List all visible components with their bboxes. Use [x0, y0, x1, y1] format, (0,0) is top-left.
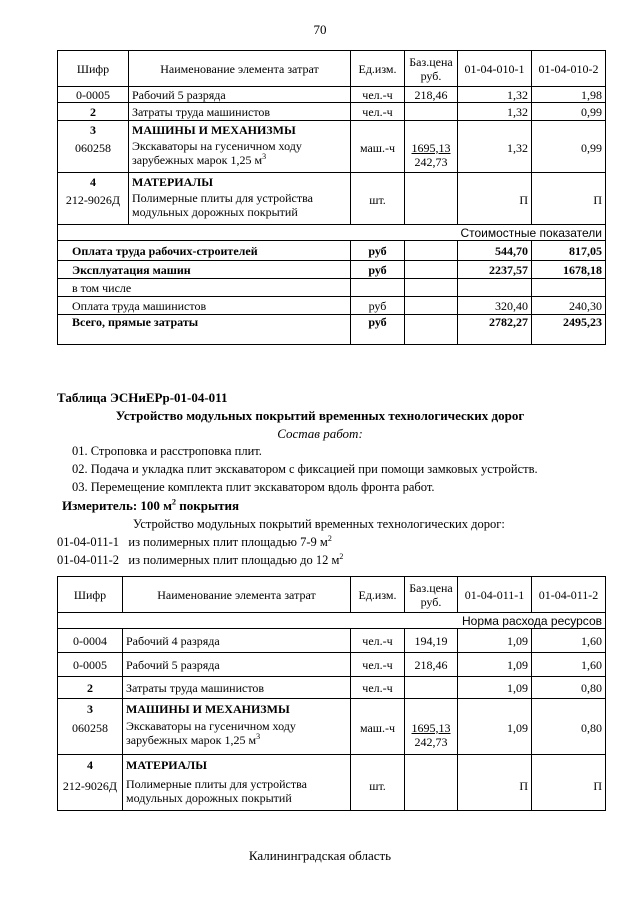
variant-text: из полимерных плит площадью 7-9 м	[128, 535, 328, 549]
cost-value-2: 817,05	[532, 241, 606, 261]
cost-row-total	[58, 315, 606, 345]
cost-row	[58, 261, 606, 279]
table-title: Таблица ЭСНиЕРр-01-04-011	[57, 390, 228, 405]
cell-code: 212-9026Д	[58, 775, 123, 811]
table-row	[58, 103, 606, 121]
price-secondary: 242,73	[414, 734, 448, 749]
cell-value-2: П	[532, 191, 606, 225]
cell-value-2: П	[532, 775, 606, 811]
cell-code: 0-0004	[58, 629, 123, 653]
cell-value-2: 1,60	[532, 629, 606, 653]
cost-unit: руб	[351, 261, 405, 279]
cost-value-1: 2237,57	[458, 261, 532, 279]
table-row	[58, 677, 606, 699]
cell-value-2: 0,80	[532, 719, 606, 755]
cell-unit: чел.-ч	[351, 677, 405, 699]
cell-name: Рабочий 4 разряда	[123, 629, 351, 653]
section-number: 4	[58, 755, 123, 775]
table-row	[58, 775, 606, 811]
table-row	[58, 653, 606, 677]
work-composition-heading: Состав работ:	[277, 426, 363, 441]
cell-name	[129, 139, 351, 173]
cost-name: Оплата труда рабочих-строителей	[58, 241, 351, 261]
machine-name: Экскаваторы на гусеничном ходу зарубежных марок 1,25 м	[126, 718, 296, 747]
section-number: 3	[58, 699, 123, 719]
work-item: 02. Подача и укладка плит экскаватором с фиксацией при помощи замковых устройств.	[72, 462, 538, 476]
header-name: Наименование элемента затрат	[129, 51, 351, 87]
cell-value-1: 1,09	[458, 653, 532, 677]
cost-value-2: 240,30	[532, 297, 606, 315]
cell-code: 0-0005	[58, 87, 129, 103]
section-row-materials	[58, 173, 606, 191]
cell-code: 060258	[58, 719, 123, 755]
cell-value-2: 0,99	[532, 103, 606, 121]
cost-value-2: 1678,18	[532, 261, 606, 279]
cost-row	[58, 241, 606, 261]
section-title: Устройство модульных покрытий временных технологических дорог	[115, 408, 525, 423]
cell-unit: маш.-ч	[351, 139, 405, 173]
cell-unit: чел.-ч	[351, 629, 405, 653]
cell-price: 218,46	[405, 653, 458, 677]
cost-name: в том числе	[58, 279, 351, 297]
cell-value-1: П	[458, 775, 532, 811]
cell-value-1: 1,09	[458, 719, 532, 755]
table-header	[58, 51, 606, 87]
cost-unit: руб	[351, 297, 405, 315]
header-col1: 01-04-010-1	[458, 51, 532, 87]
header-col2: 01-04-011-2	[532, 577, 606, 613]
footer-region: Калининградская область	[248, 848, 392, 863]
cell-value-2: 1,60	[532, 653, 606, 677]
variants-description: Устройство модульных покрытий временных технологических дорог:	[133, 517, 505, 531]
cost-note-row	[58, 225, 606, 241]
cell-price	[405, 139, 458, 173]
cell-code: 0-0005	[58, 653, 123, 677]
cell-unit: шт.	[351, 191, 405, 225]
unit-superscript: 3	[256, 731, 261, 741]
section-row-machines	[58, 699, 606, 719]
section-title: МАТЕРИАЛЫ	[129, 173, 351, 191]
cell-unit: шт.	[351, 775, 405, 811]
header-unit: Ед.изм.	[351, 51, 405, 87]
cost-unit: руб	[351, 315, 405, 345]
cost-unit: руб	[351, 241, 405, 261]
cell-unit: маш.-ч	[351, 719, 405, 755]
table-row	[58, 87, 606, 103]
header-col2: 01-04-010-2	[532, 51, 606, 87]
cell-value-1: П	[458, 191, 532, 225]
measurer	[62, 498, 239, 514]
cost-name: Эксплуатация машин	[58, 261, 351, 279]
cell-price: 218,46	[405, 87, 458, 103]
cost-value-1: 544,70	[458, 241, 532, 261]
cost-value-1: 2782,27	[458, 315, 532, 345]
section-title: МАШИНЫ И МЕХАНИЗМЫ	[129, 121, 351, 139]
cell-value-1: 1,32	[458, 87, 532, 103]
section-row-machines	[58, 121, 606, 139]
cell-name	[123, 719, 351, 755]
header-base-price: Баз.цена руб.	[405, 577, 458, 613]
section-number: 4	[58, 173, 129, 191]
table-header	[58, 577, 606, 613]
page-number: 70	[313, 22, 327, 37]
cell-value-2: 0,80	[532, 677, 606, 699]
cell-value-1: 1,32	[458, 139, 532, 173]
cell-unit: чел.-ч	[351, 653, 405, 677]
header-col1: 01-04-011-1	[458, 577, 532, 613]
variant-row	[57, 553, 343, 568]
cost-row	[58, 279, 606, 297]
header-code: Шифр	[58, 51, 129, 87]
cell-unit: чел.-ч	[351, 103, 405, 121]
cell-name: Затраты труда машинистов	[129, 103, 351, 121]
resource-table-010	[57, 50, 606, 345]
cell-code: 060258	[58, 139, 129, 173]
cell-value-1: 1,32	[458, 103, 532, 121]
cell-value-2: 0,99	[532, 139, 606, 173]
table-row	[58, 629, 606, 653]
cell-value-1: 1,09	[458, 677, 532, 699]
variant-code: 01-04-011-2	[57, 553, 120, 567]
cell-code: 2	[58, 677, 123, 699]
variant-row	[57, 535, 332, 550]
work-item: 03. Перемещение комплекта плит экскаватором вдоль фронта работ.	[72, 480, 435, 494]
table-row	[58, 191, 606, 225]
table-row	[58, 719, 606, 755]
norm-note-row	[58, 613, 606, 629]
cell-price	[405, 103, 458, 121]
measurer-tail: покрытия	[176, 498, 240, 513]
section-row-materials	[58, 755, 606, 775]
header-code: Шифр	[58, 577, 123, 613]
cell-value-2: 1,98	[532, 87, 606, 103]
variant-text: из полимерных плит площадью до 12 м	[128, 553, 340, 567]
section-number: 3	[58, 121, 129, 139]
header-name: Наименование элемента затрат	[123, 577, 351, 613]
cost-note: Стоимостные показатели	[58, 225, 606, 241]
cell-name: Затраты труда машинистов	[123, 677, 351, 699]
variant-superscript: 2	[339, 551, 344, 561]
section-title: МАТЕРИАЛЫ	[123, 755, 351, 775]
cell-code: 2	[58, 103, 129, 121]
cell-name: Полимерные плиты для устройства модульных дорожных покрытий	[123, 775, 351, 811]
cost-name: Всего, прямые затраты	[58, 315, 351, 345]
cell-value-1: 1,09	[458, 629, 532, 653]
cost-name: Оплата труда машинистов	[58, 297, 351, 315]
cell-unit: чел.-ч	[351, 87, 405, 103]
cell-name: Рабочий 5 разряда	[123, 653, 351, 677]
price-primary: 1695,13	[411, 720, 451, 735]
cost-row	[58, 297, 606, 315]
resource-table-011	[57, 576, 606, 811]
variant-code: 01-04-011-1	[57, 535, 120, 549]
cell-name: Рабочий 5 разряда	[129, 87, 351, 103]
work-item: 01. Строповка и расстроповка плит.	[72, 444, 262, 458]
cell-price: 194,19	[405, 629, 458, 653]
norm-note: Норма расхода ресурсов	[58, 613, 606, 629]
price-primary: 1695,13	[411, 140, 451, 155]
table-row	[58, 139, 606, 173]
cell-name: Полимерные плиты для устройства модульных дорожных покрытий	[129, 191, 351, 225]
header-base-price: Баз.цена руб.	[405, 51, 458, 87]
cell-code: 212-9026Д	[58, 191, 129, 225]
measurer-superscript: 2	[172, 497, 177, 507]
variant-superscript: 2	[327, 533, 332, 543]
section-title: МАШИНЫ И МЕХАНИЗМЫ	[123, 699, 351, 719]
cell-price	[405, 719, 458, 755]
cost-value-1: 320,40	[458, 297, 532, 315]
price-secondary: 242,73	[414, 154, 448, 169]
measurer-text: Измеритель: 100 м	[62, 498, 173, 513]
header-unit: Ед.изм.	[351, 577, 405, 613]
unit-superscript: 3	[262, 151, 267, 161]
cost-value-2: 2495,23	[532, 315, 606, 345]
machine-name: Экскаваторы на гусеничном ходу зарубежных марок 1,25 м	[132, 138, 302, 167]
